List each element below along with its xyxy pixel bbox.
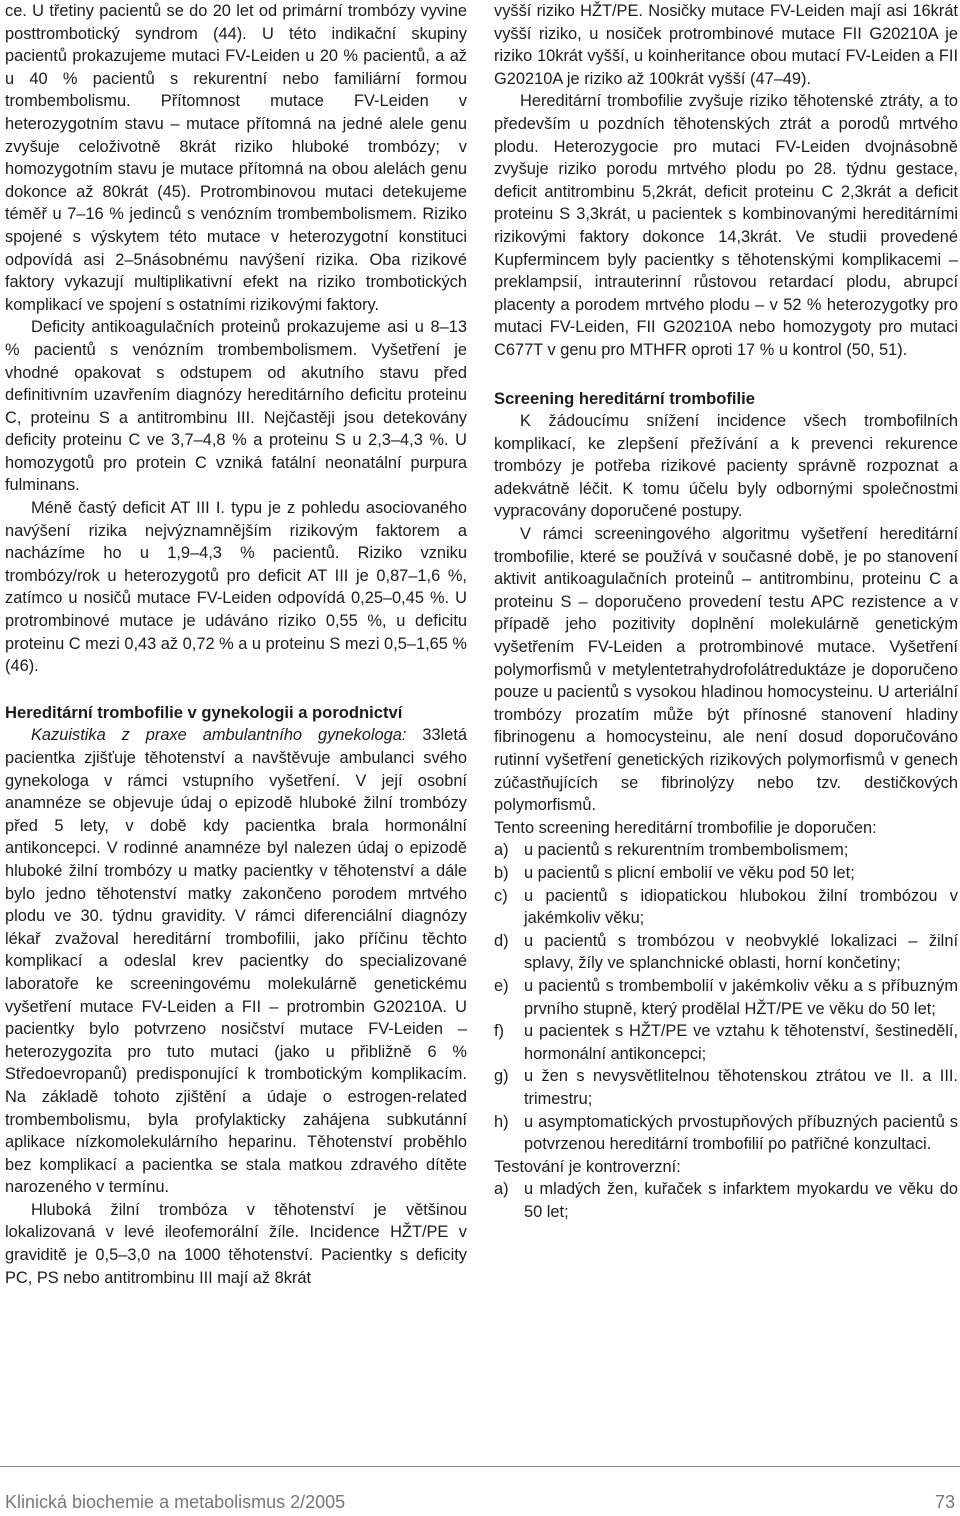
list-text: u pacientek s HŽT/PE ve vztahu k těhotenství, šestinedělí, hormonální antikoncepci; bbox=[524, 1022, 958, 1063]
list-marker: b) bbox=[494, 863, 509, 882]
list-marker: a) bbox=[494, 1180, 509, 1199]
paragraph: Deficity antikoagulačních proteinů prokazujeme asi u 8–13 % pacientů s venózním trombembolismem. Vyšetření je vhodné opakovat s odstupem od akutního stavu před definitivním uzavřením diagnózy hereditárního deficitu proteinu C, proteinu S a antitrombinu III. Nejčastěji jsou detekovány deficity proteinu C ve 3,7–4,8 % a proteinu S u 2,3–4,3 %. U homozygotů pro protein C vzniká fatální neonatální purpura fulminans. bbox=[5, 318, 467, 495]
list-item bbox=[494, 862, 958, 885]
list-text: u pacientů s idiopatickou hlubokou žilní trombózou v jakémkoliv věku; bbox=[524, 886, 958, 928]
paragraph: Hluboká žilní trombóza v těhotenství je většinou lokalizovaná v levé ileofemorální žíle. Incidence HŽT/PE v graviditě je 0,5–3,0 na 1000 těhotenství. Pacientky s deficity PC, PS nebo antitrombinu III mají až 8krát bbox=[5, 1200, 467, 1287]
paragraph: V rámci screeningového algoritmu vyšetření hereditární trombofilie, které se používá v současné době, je po stanovení aktivit antikoagulačních proteinů – antitrombinu, proteinu C a proteinu S – doporučeno provedení testu APC rezistence a v případě jeho pozitivity doplnění molekulárně genetickým vyšetřením FV-Leiden a protrombinové mutace. Vyšetření polymorfismů v metylentetrahydrofolátreduktáze je doporučeno pouze u pacientů s vysokou hladinou homocysteinu. U arteriální trombózy prozatím může být přínosné stanovení hladiny fibrinogenu a homocysteinu, ale není dosud doporučováno rutinní vyšetření genetických rizikových polymorfismů v genech zúčastňujících se fibrinolýzy nebo tzv. destičkových polymorfismů. bbox=[494, 525, 958, 815]
paragraph: K žádoucímu snížení incidence všech trombofilních komplikací, ke zlepšení přežívání a k prevenci rekurence trombózy je potřeba rizikové pacienty správně rozpoznat a adekvátně léčit. K tomu účelu byly odbornými společnostmi vypracovány doporučené postupy. bbox=[494, 412, 958, 521]
list-marker: d) bbox=[494, 931, 509, 950]
case-paragraph bbox=[5, 724, 467, 1198]
list-item bbox=[494, 1178, 958, 1223]
list-marker: e) bbox=[494, 976, 509, 995]
paragraph: vyšší riziko HŽT/PE. Nosičky mutace FV-Leiden mají asi 16krát vyšší riziko, u nosiček protrombinové mutace FII G20210A je riziko 10krát vyšší, u koinheritance obou mutací FV-Leiden a FII G20210A je riziko až 100krát vyšší (47–49). bbox=[494, 2, 958, 88]
paragraph: Méně častý deficit AT III I. typu je z pohledu asociovaného navýšení rizika nejvýznamnějším rizikovým faktorem a nacházíme ho u 1,9–4,3 % pacientů. Riziko vzniku trombózy/rok u heterozygotů pro deficit AT III je 0,87–1,6 %, zatímco u nosičů mutace FV-Leiden odpovídá 0,25–0,45 %. U protrombinové mutace je udáváno riziko 0,55 %, u deficitu proteinu C mezi 0,43 až 0,72 % a u proteinu S mezi 0,5–1,65 % (46). bbox=[5, 499, 467, 676]
right-column bbox=[494, 0, 958, 1223]
list-text: u pacientů s trombózou v neobvyklé lokalizaci – žilní splavy, žíly ve splanchnické oblasti, horní končetiny; bbox=[524, 931, 958, 973]
list-item bbox=[494, 885, 958, 930]
list-text: u pacientů s plicní embolií ve věku pod 50 let; bbox=[524, 863, 855, 882]
section-heading: Screening hereditární trombofilie bbox=[494, 388, 755, 408]
list-text: u žen s nevysvětlitelnou těhotenskou ztrátou ve II. a III. trimestru; bbox=[524, 1067, 958, 1108]
list-intro: Tento screening hereditární trombofilie je doporučen: bbox=[494, 818, 877, 837]
list-intro: Testování je kontroverzní: bbox=[494, 1157, 681, 1176]
list-item bbox=[494, 975, 958, 1020]
list-item bbox=[494, 839, 958, 862]
paragraph: Hereditární trombofilie zvyšuje riziko těhotenské ztráty, a to především u pozdních těhotenských ztrát a porodů mrtvého plodu. Heterozygocie pro mutaci FV-Leiden dvojnásobně zvyšuje riziko porodu mrtvého plodu po 28. týdnu gestace, deficit antitrombinu 5,2krát, deficit proteinu C 2,3krát a deficit proteinu S 3,3krát, u pacientek s kombinovanými hereditárními rizikovými faktory dokonce 14,3krát. Ve studii provedené Kupfermincem byly pacientky s těhotenskými komplikacemi – preklampsií, intrauterinní růstovou retardací plodu, abrupcí placenty a porodem mrtvého plodu – v 52 % heterozygotky pro mutaci FV-Leiden, FII G20210A nebo homozygoty pro mutaci C677T v genu pro MTHFR oproti 17 % u kontrol (50, 51). bbox=[494, 92, 958, 359]
case-label: Kazuistika z praxe ambulantního gynekologa: bbox=[31, 726, 407, 745]
list-item bbox=[494, 1020, 958, 1065]
section-heading: Hereditární trombofilie v gynekologii a porodnictví bbox=[5, 702, 403, 722]
list-item bbox=[494, 1065, 958, 1110]
list-marker: f) bbox=[494, 1022, 505, 1041]
list-marker: g) bbox=[494, 1067, 509, 1086]
list-text: u pacientů s rekurentním trombembolismem; bbox=[524, 841, 849, 860]
case-text: 33letá pacientka zjišťuje těhotenství a navštěvuje ambulanci svého gynekologa v rámci vstupního vyšetření. V její osobní anamnéze se objevuje údaj o epizodě hluboké žilní trombózy před 5 lety, v době kdy pacientka brala hormonální antikoncepci. V rodinné anamnéze byl nalezen údaj o epizodě hluboké žilní trombózy u matky pacientky v těhotenství a dále bylo jedno těhotenství matky zakončeno porodem mrtvého plodu ve 30. týdnu gravidity. V rámci diferenciální diagnózy lékař zvažoval hereditární trombofilii, jako příčinu těchto komplikací a odeslal krev pacientky do specializované laboratoře ke screeningovému molekulárně genetickému vyšetření mutace FV-Leiden a FII – protrombin G20210A. U pacientky bylo potvrzeno nosičství mutace FV-Leiden – heterozygozita pro tuto mutaci (jako u přibližně 6 % Středoevropanů) predisponující k trombotickým komplikacím. Na základě tohoto zjištění a údaje o estrogen-related trombembolismu, byla profylakticky zahájena subkutánní aplikace nízkomolekulárního heparinu. Těhotenství proběhlo bez komplikací a pacientka se stala matkou zdravého dítěte narozeného v termínu. bbox=[5, 726, 467, 1197]
list-text: u asymptomatických prvostupňových příbuzných pacientů s potvrzenou hereditární trombofilií po patřičné konzultaci. bbox=[524, 1112, 958, 1154]
list-marker: c) bbox=[494, 886, 508, 905]
recommended-list bbox=[494, 839, 958, 1155]
list-text: u pacientů s trombembolií v jakémkoliv věku a s příbuzným prvního stupně, který prodělal HŽT/PE ve věku do 50 let; bbox=[524, 976, 958, 1018]
list-item bbox=[494, 930, 958, 975]
list-marker: h) bbox=[494, 1112, 509, 1131]
footer-divider bbox=[0, 1466, 960, 1467]
list-marker: a) bbox=[494, 841, 509, 860]
left-column bbox=[5, 0, 467, 1289]
page-number: 73 bbox=[934, 1492, 955, 1512]
paragraph: ce. U třetiny pacientů se do 20 let od primární trombózy vyvine posttrombotický syndrom (44). U této indikační skupiny pacientů prokazujeme mutaci FV-Leiden u 20 % pacientů, a až u 40 % pacientů s rekurentní nebo familiární formou trombembolismu. Přítomnost mutace FV-Leiden v heterozygotním stavu – mutace přítomná na jedné alele genu zvyšuje celoživotně 8krát riziko hluboké trombózy; v homozygotním stavu je mutace přítomná na obou alelách genu dokonce až 80krát (45). Protrombinovou mutaci detekujeme téměř u 7–16 % jedinců s venózním trombembolismem. Riziko spojené s výskytem této mutace v heterozygotní konstituci odpovídá asi 2–5násobnému navýšení rizika. Oba rizikové faktory vykazují multiplikativní efekt na riziko trombotických komplikací ve spojení s ostatními rizikovými faktory. bbox=[5, 2, 467, 314]
list-text: u mladých žen, kuřaček s infarktem myokardu ve věku do 50 let; bbox=[524, 1180, 958, 1221]
list-item bbox=[494, 1111, 958, 1156]
controversial-list bbox=[494, 1178, 958, 1223]
footer-journal-title: Klinická biochemie a metabolismus 2/2005 bbox=[5, 1492, 346, 1512]
